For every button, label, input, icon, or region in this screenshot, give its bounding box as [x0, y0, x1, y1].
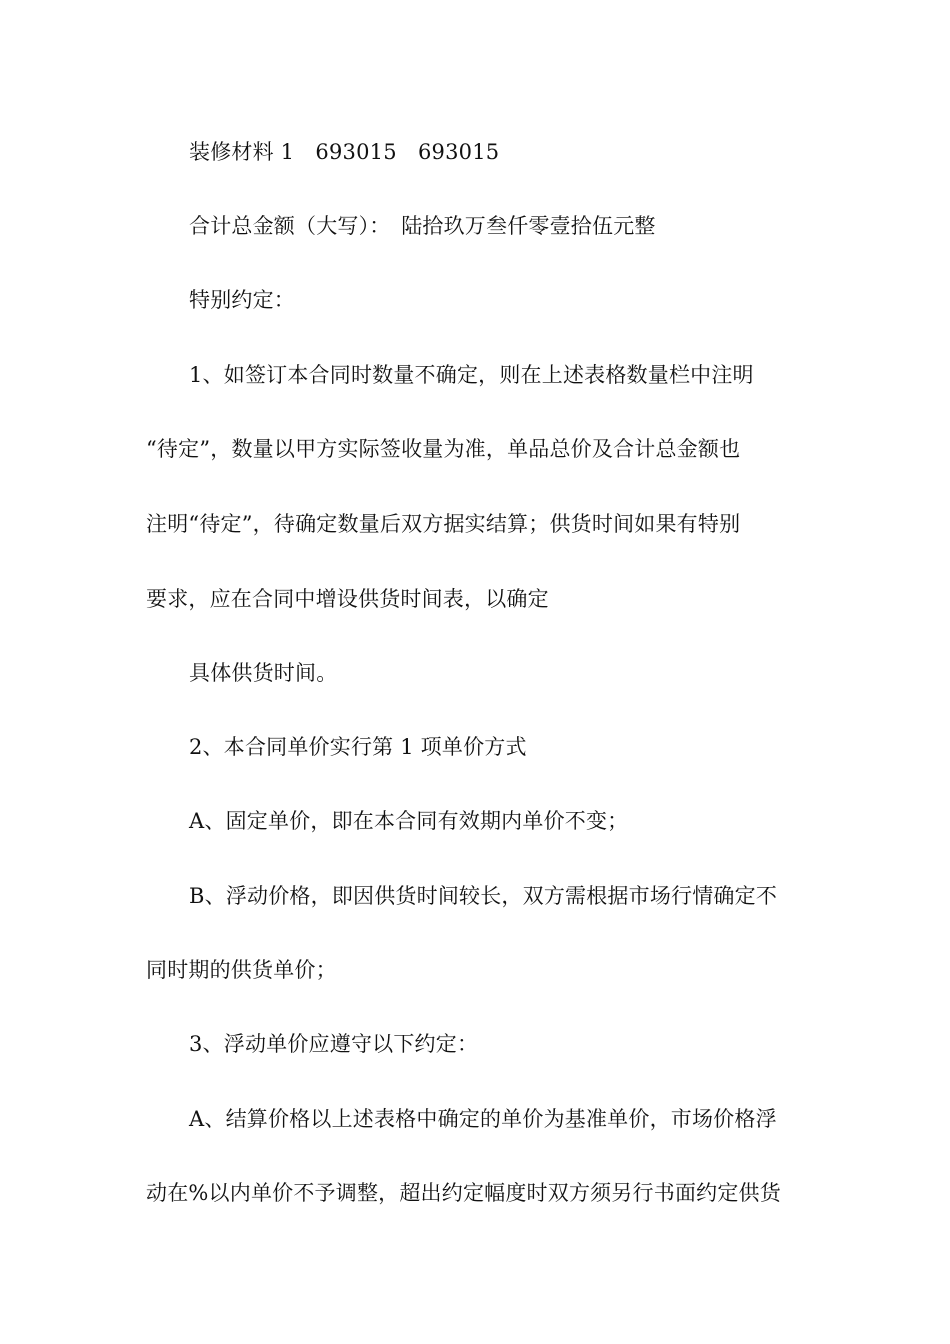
- line-clause-1-cont-2: 注明“待定”，待确定数量后双方据实结算；供货时间如果有特别: [146, 512, 741, 536]
- line-clause-1-start: 1、如签订本合同时数量不确定，则在上述表格数量栏中注明: [189, 363, 754, 387]
- line-clause-2a: A、固定单价，即在本合同有效期内单价不变；: [189, 809, 629, 833]
- line-clause-3a-cont: 动在%以内单价不予调整，超出约定幅度时双方须另行书面约定供货: [146, 1181, 781, 1205]
- line-clause-2: 2、本合同单价实行第 1 项单价方式: [189, 735, 527, 759]
- line-clause-1-cont-1: “待定”，数量以甲方实际签收量为准，单品总价及合计总金额也: [146, 437, 741, 461]
- line-special-terms-heading: 特别约定：: [189, 288, 295, 312]
- line-clause-1-cont-3: 要求，应在合同中增设供货时间表，以确定: [146, 587, 549, 611]
- line-clause-2b: B、浮动价格，即因供货时间较长，双方需根据市场行情确定不: [189, 884, 778, 908]
- line-clause-2b-cont: 同时期的供货单价；: [146, 958, 337, 982]
- line-clause-1-end: 具体供货时间。: [189, 661, 338, 685]
- line-total-amount: 合计总金额（大写）： 陆拾玖万叁仟零壹拾伍元整: [189, 214, 656, 238]
- line-materials-row: 装修材料 1 693015 693015: [189, 140, 500, 164]
- line-clause-3: 3、浮动单价应遵守以下约定：: [189, 1032, 479, 1056]
- line-clause-3a: A、结算价格以上述表格中确定的单价为基准单价，市场价格浮: [189, 1107, 777, 1131]
